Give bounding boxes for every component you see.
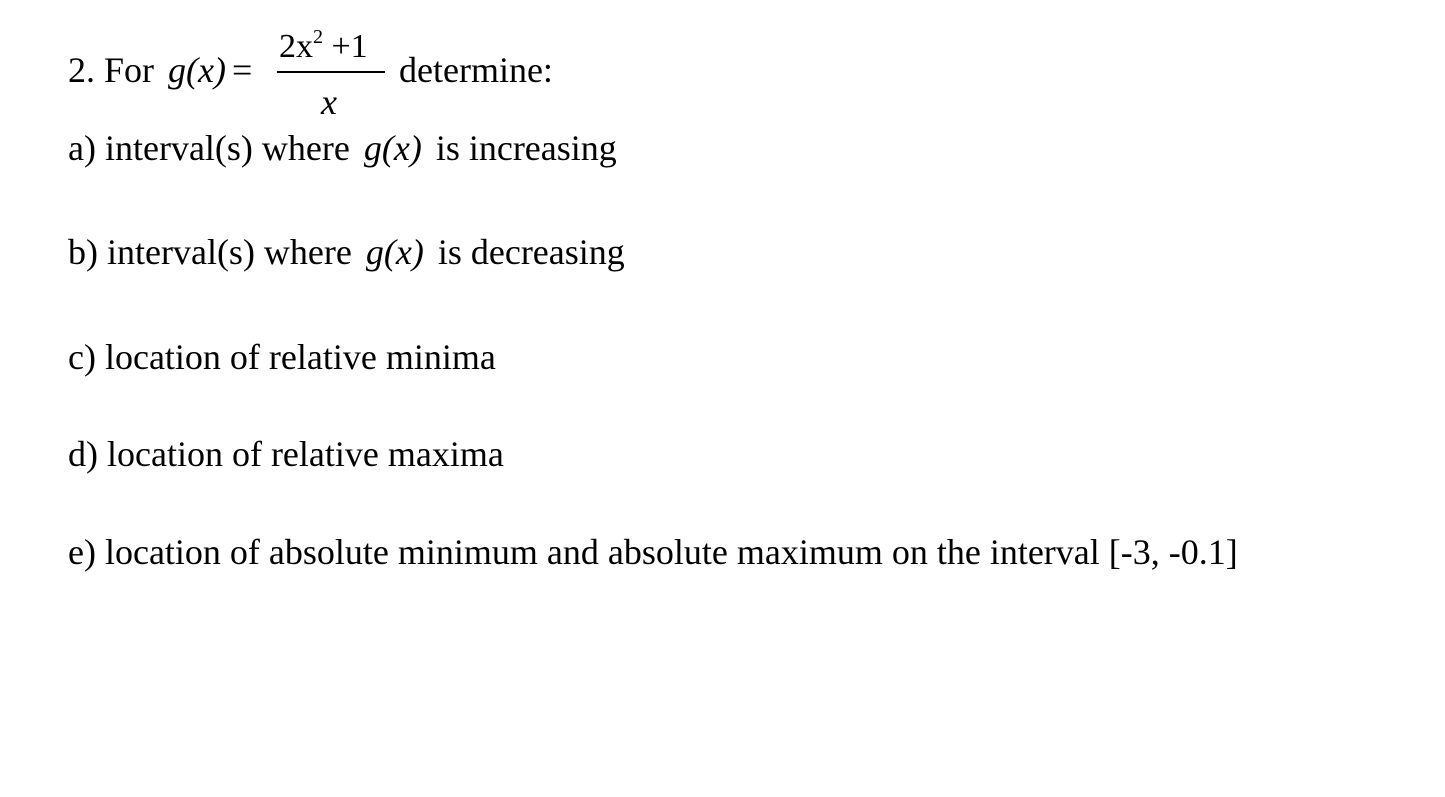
part-b-function: g(x) [365, 232, 424, 272]
part-a-suffix: is increasing [435, 128, 617, 168]
part-b-suffix: is decreasing [437, 232, 625, 272]
fraction-denominator: x [321, 82, 337, 122]
function-fraction [277, 26, 385, 122]
numerator-constant: +1 [323, 28, 368, 65]
problem-instruction: determine: [399, 50, 553, 90]
question-part-c: c) location of relative minima [68, 337, 496, 377]
numerator-exponent: 2 [313, 26, 323, 48]
question-part-b [68, 232, 625, 272]
function-name: g(x) [168, 50, 226, 90]
fraction-numerator [279, 26, 368, 68]
problem-statement [68, 50, 252, 90]
question-part-d: d) location of relative maxima [68, 434, 504, 474]
equals-sign: = [231, 50, 253, 90]
question-part-a [68, 128, 617, 168]
fraction-bar [277, 71, 385, 73]
numerator-base: 2x [279, 28, 313, 65]
part-b-prefix: b) interval(s) where [68, 232, 352, 272]
question-part-e: e) location of absolute minimum and absolute maximum on the interval [-3, -0.1] [68, 532, 1238, 572]
part-a-prefix: a) interval(s) where [68, 128, 350, 168]
problem-number-label: 2. For [68, 50, 155, 90]
part-a-function: g(x) [363, 128, 422, 168]
